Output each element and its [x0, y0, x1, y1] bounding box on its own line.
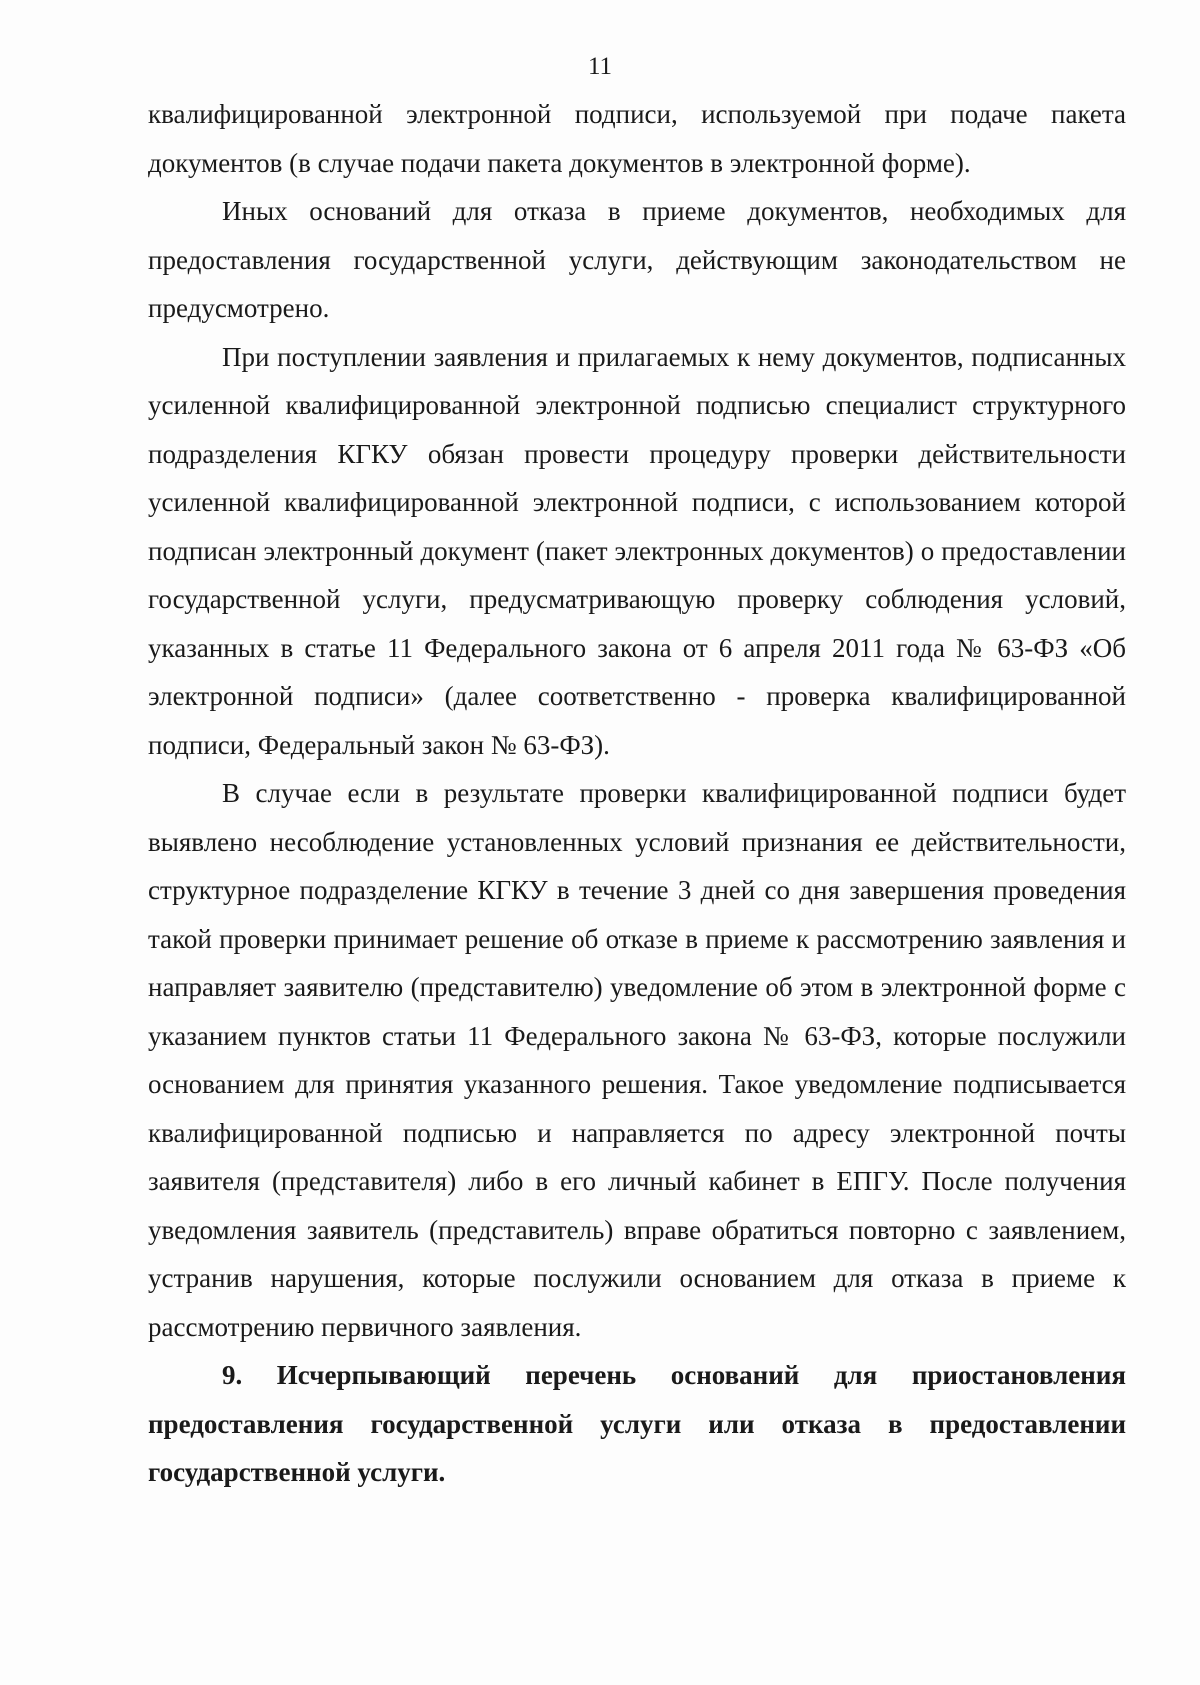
paragraph-verification-failure: В случае если в результате проверки квалифицированной подписи будет выявлено несоблюдение установленных условий признания ее действительности, структурное подразделение КГКУ в течение 3 дней со дня завершения проведения такой проверки принимает решение об отказе в приеме к рассмотрению заявления и направляет заявителю (представителю) уведомление об этом в электронной форме с указанием пунктов статьи 11 Федерального закона № 63-ФЗ, которые послужили основанием для принятия указанного решения. Такое уведомление подписывается квалифицированной подписью и направляется по адресу электронной почты заявителя (представителя) либо в его личный кабинет в ЕПГУ. После получения уведомления заявитель (представитель) вправе обратиться повторно с заявлением, устранив нарушения, которые послужили основанием для отказа в приеме к рассмотрению первичного заявления.: [148, 778, 1126, 1342]
page-number: 11: [587, 53, 613, 80]
paragraph-continuation: квалифицированной электронной подписи, используемой при подаче пакета документов (в случае подачи пакета документов в электронной форме).: [148, 99, 1126, 178]
section-heading: 9. Исчерпывающий перечень оснований для приостановления предоставления государственной услуги или отказа в предоставлении государственной услуги.: [148, 1360, 1126, 1487]
document-body: [148, 90, 1126, 1497]
paragraph-signature-verification: При поступлении заявления и прилагаемых к нему документов, подписанных усиленной квалифицированной электронной подписью специалист структурного подразделения КГКУ обязан провести процедуру проверки действительности усиленной квалифицированной электронной подписи, с использованием которой подписан электронный документ (пакет электронных документов) о предоставлении государственной услуги, предусматривающую проверку соблюдения условий, указанных в статье 11 Федерального закона от 6 апреля 2011 года № 63-ФЗ «Об электронной подписи» (далее соответственно - проверка квалифицированной подписи, Федеральный закон № 63-ФЗ).: [148, 341, 1126, 760]
paragraph-no-other-grounds: Иных оснований для отказа в приеме документов, необходимых для предоставления государственной услуги, действующим законодательством не предусмотрено.: [148, 196, 1126, 323]
